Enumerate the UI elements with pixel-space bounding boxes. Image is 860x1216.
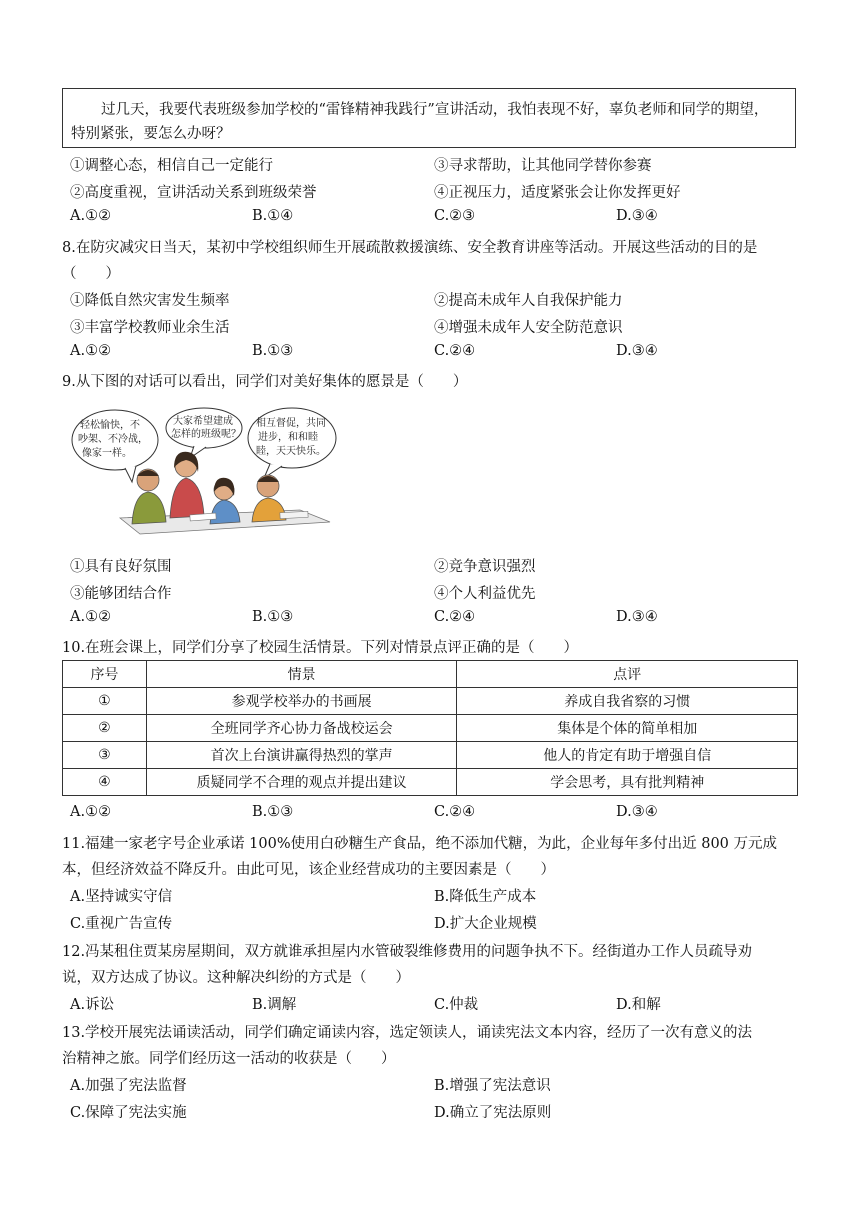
cell-index: ② (63, 715, 147, 742)
table-row (63, 715, 798, 742)
q11-option-d: D.扩大企业规模 (434, 916, 537, 932)
q12-option-d: D.和解 (616, 997, 661, 1013)
q12-option-c: C.仲裁 (434, 997, 479, 1013)
cell-comment: 学会思考，具有批判精神 (457, 769, 798, 796)
q7-statement-3: ③寻求帮助，让其他同学替你参赛 (434, 158, 652, 174)
q7-option-c: C.②③ (434, 208, 476, 224)
bubble-right-line-2: 进步，和和睦 (258, 432, 318, 443)
q13-stem-line-1: 13.学校开展宪法诵读活动，同学们确定诵读内容，选定领读人，诵读宪法文本内容，经历了一次有意义的法 (62, 1025, 753, 1041)
q9-statement-1: ①具有良好氛围 (70, 559, 172, 575)
q9-statement-4: ④个人利益优先 (434, 586, 536, 602)
q12-stem-line-1: 12.冯某租住贾某房屋期间，双方就谁承担屋内水管破裂维修费用的问题争执不下。经街道办工作人员疏导劝 (62, 944, 753, 960)
q10-table (62, 660, 798, 796)
q8-statement-1: ①降低自然灾害发生频率 (70, 293, 230, 309)
scenario-line-2: 特别紧张，要怎么办呀？ (71, 126, 231, 142)
cell-comment: 他人的肯定有助于增强自信 (457, 742, 798, 769)
cell-scenario: 质疑同学不合理的观点并提出建议 (146, 769, 457, 796)
table-row (63, 688, 798, 715)
cell-index: ③ (63, 742, 147, 769)
scenario-line-1: 过几天，我要代表班级参加学校的“雷锋精神我践行”宣讲活动，我怕表现不好，辜负老师和同学的期望， (101, 102, 769, 118)
q7-option-d: D.③④ (616, 208, 658, 224)
q9-statement-2: ②竞争意识强烈 (434, 559, 536, 575)
q11-option-b: B.降低生产成本 (434, 889, 537, 905)
cell-comment: 集体是个体的简单相加 (457, 715, 798, 742)
q13-option-c: C.保障了宪法实施 (70, 1105, 187, 1121)
cell-scenario: 首次上台演讲赢得热烈的掌声 (146, 742, 457, 769)
q12-stem-line-2: 说，双方达成了协议。这种解决纠纷的方式是（ ） (62, 970, 410, 986)
classroom-discussion-illustration (70, 406, 338, 536)
q8-stem-line-1: 8.在防灾减灾日当天，某初中学校组织师生开展疏散救援演练、安全教育讲座等活动。开展这些活动的目的是 (62, 240, 758, 256)
q9-option-b: B.①③ (252, 609, 294, 625)
q10-option-d: D.③④ (616, 804, 658, 820)
header-index: 序号 (63, 661, 147, 688)
bubble-right-line-1: 相互督促，共同 (256, 418, 326, 429)
header-comment: 点评 (457, 661, 798, 688)
q7-option-b: B.①④ (252, 208, 294, 224)
table-header-row (63, 661, 798, 688)
table-row (63, 742, 798, 769)
cell-scenario: 全班同学齐心协力备战校运会 (146, 715, 457, 742)
header-scenario: 情景 (146, 661, 457, 688)
q10-option-b: B.①③ (252, 804, 294, 820)
q13-option-a: A.加强了宪法监督 (70, 1078, 187, 1094)
q11-option-a: A.坚持诚实守信 (70, 889, 173, 905)
q8-stem-line-2: （ ） (62, 266, 120, 282)
bubble-left-line-2: 吵架、不冷战， (78, 434, 148, 445)
scenario-box (62, 88, 796, 148)
q13-option-b: B.增强了宪法意识 (434, 1078, 551, 1094)
bubble-mid-line-1: 大家希望建成 (173, 416, 233, 427)
q11-stem-line-1: 11.福建一家老字号企业承诺 100%使用白砂糖生产食品，绝不添加代糖，为此，企业每年多付出近 800 万元成 (62, 836, 778, 852)
q13-option-d: D.确立了宪法原则 (434, 1105, 552, 1121)
bubble-mid-line-2: 怎样的班级呢？ (171, 429, 241, 440)
q7-statement-4: ④正视压力，适度紧张会让你发挥更好 (434, 185, 681, 201)
table-row (63, 769, 798, 796)
q8-option-d: D.③④ (616, 343, 658, 359)
q10-option-a: A.①② (70, 804, 112, 820)
q11-option-c: C.重视广告宣传 (70, 916, 173, 932)
q8-statement-4: ④增强未成年人安全防范意识 (434, 320, 623, 336)
cell-index: ④ (63, 769, 147, 796)
cell-comment: 养成自我省察的习惯 (457, 688, 798, 715)
q12-option-a: A.诉讼 (70, 997, 115, 1013)
q9-option-a: A.①② (70, 609, 112, 625)
q10-option-c: C.②④ (434, 804, 476, 820)
q9-option-d: D.③④ (616, 609, 658, 625)
q11-stem-line-2: 本，但经济效益不降反升。由此可见，该企业经营成功的主要因素是（ ） (62, 862, 555, 878)
q8-option-a: A.①② (70, 343, 112, 359)
q12-option-b: B.调解 (252, 997, 297, 1013)
q7-option-a: A.①② (70, 208, 112, 224)
q9-stem: 9.从下图的对话可以看出，同学们对美好集体的愿景是（ ） (62, 374, 468, 390)
q9-statement-3: ③能够团结合作 (70, 586, 172, 602)
q8-statement-3: ③丰富学校教师业余生活 (70, 320, 230, 336)
q10-stem: 10.在班会课上，同学们分享了校园生活情景。下列对情景点评正确的是（ ） (62, 640, 579, 656)
cell-scenario: 参观学校举办的书画展 (146, 688, 457, 715)
cell-index: ① (63, 688, 147, 715)
bubble-right-line-3: 睦，天天快乐。 (256, 446, 326, 457)
q9-option-c: C.②④ (434, 609, 476, 625)
q7-statement-2: ②高度重视，宣讲活动关系到班级荣誉 (70, 185, 317, 201)
q8-option-b: B.①③ (252, 343, 294, 359)
q7-statement-1: ①调整心态，相信自己一定能行 (70, 158, 273, 174)
bubble-left-line-1: 轻松愉快，不 (80, 420, 140, 431)
q8-statement-2: ②提高未成年人自我保护能力 (434, 293, 623, 309)
q13-stem-line-2: 治精神之旅。同学们经历这一活动的收获是（ ） (62, 1051, 396, 1067)
bubble-left-line-3: 像家一样。 (82, 448, 132, 459)
q8-option-c: C.②④ (434, 343, 476, 359)
